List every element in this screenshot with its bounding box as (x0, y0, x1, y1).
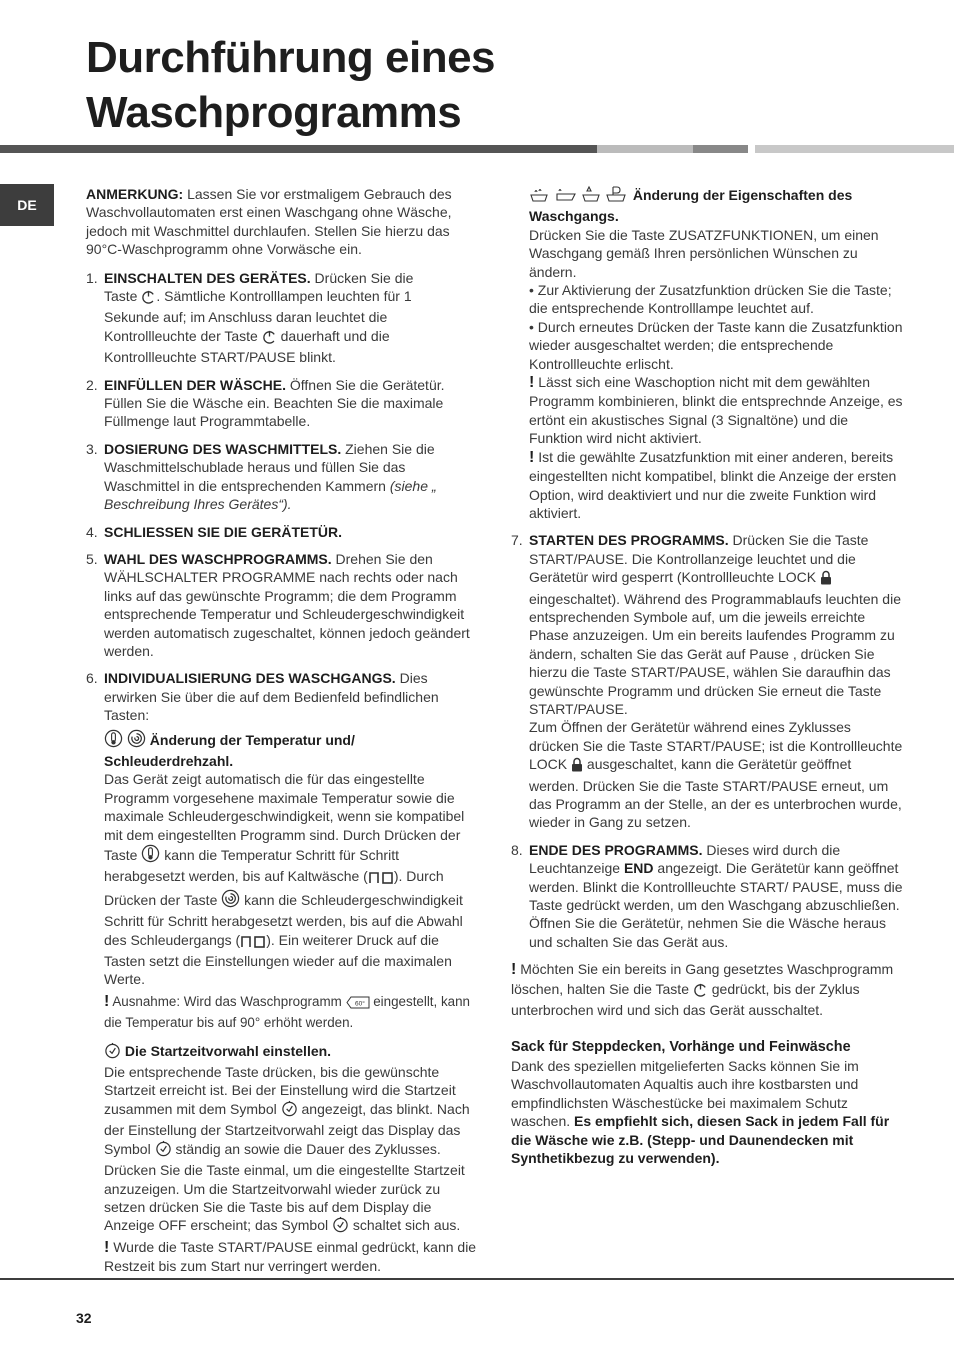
power-icon (262, 329, 277, 348)
lock-icon (820, 570, 832, 589)
delay-text: Die entsprechende Taste drücken, bis die gewünschte Startzeit erreicht ist. Bei der Einstellung wird die Startzeit zusammen mit dem Symbol (104, 1064, 456, 1117)
cancel-note (511, 960, 903, 1019)
cancel-text: gedrückt, bis der Zyklus unterbrochen wird und sich das Gerät ausschaltet. (511, 980, 860, 1019)
cold-wash-icon (368, 870, 394, 888)
temperature-icon (141, 844, 160, 867)
step-text: ausgeschaltet, kann die Gerätetür geöffnet werden. Drücken Sie die Taste START/PAUSE erneut, um das Programm an der Stelle, an der es unterbrochen wurde, wieder in Gang zu setzen. (529, 756, 902, 831)
sack-text: Dank des speziellen mitgelieferten Sacks können Sie im Waschvollautomaten Aqualtis auch ihre kostbarsten und empfindlichsten Wäschestücke bei maximalem Schutz waschen. (511, 1057, 859, 1130)
options-bullet: • Durch erneutes Drücken der Taste kann die Zusatzfunktion wieder ausgeschaltet werden; die entsprechende Kontrollleuchte erlischt. (529, 318, 903, 372)
options-heading-line (529, 185, 903, 226)
step-text: Öffnen Sie die Gerätetür. Füllen Sie die Wäsche ein. Beachten Sie die maximale Füllmenge laut Programmtabelle. (104, 376, 445, 430)
exclamation-icon: ! (529, 374, 535, 392)
exclamation-icon: ! (104, 1238, 110, 1256)
step-text: dauerhaft und die Kontrollleuchte START/PAUSE blinkt. (104, 327, 390, 366)
step-heading: ENDE DES PROGRAMMS. (529, 841, 703, 858)
temp-spin-heading: Änderung der Temperatur und/ Schleuderdrehzahl. (104, 731, 355, 769)
options-warning-text: Lässt sich eine Waschoption nicht mit dem gewählten Programm kombinieren, blinkt die entsprechnde Anzeige, es ertönt ein akustisches Signal (3 Signaltöne) und die Funktion wird nicht aktiviert. (529, 374, 903, 447)
title-line-1: Durchführung eines (86, 33, 496, 82)
step-number: 7. (511, 532, 523, 549)
delay-timer-icon (104, 1042, 121, 1063)
step-heading: SCHLIESSEN SIE DIE GERÄTETÜR. (104, 523, 343, 540)
delay-section (104, 1042, 478, 1276)
step-number: 8. (511, 841, 523, 858)
delay-timer-icon (155, 1140, 172, 1161)
options-bullet: • Zur Aktivierung der Zusatzfunktion drücken Sie die Taste; die entsprechende Kontrolllampe leuchtet auf. (529, 282, 892, 317)
options-warning-1 (529, 373, 903, 448)
temp-spin-text: ). Ein weiterer Druck auf die Tasten setzt die Einstellungen wieder auf die maximalen Werte. (104, 931, 452, 988)
step-1 (86, 269, 478, 367)
header-bar-mid (693, 145, 748, 153)
exclamation-icon: ! (511, 961, 517, 979)
page-number: 32 (76, 1310, 92, 1326)
temp-spin-section (104, 729, 478, 989)
step-4 (86, 523, 478, 541)
note-label: ANMERKUNG: (86, 186, 184, 202)
steps-list (86, 269, 478, 1276)
end-indicator: END (623, 860, 654, 877)
header-bar-light (597, 145, 693, 153)
delay-timer-icon (332, 1216, 349, 1237)
header-bar-light-2 (755, 145, 954, 153)
temp-spin-text: ). Durch Drücken der Taste (104, 868, 444, 908)
options-warning-text: Ist die gewählte Zusatzfunktion mit einer anderen, bereits eingestellten nicht kompatibel, blinkt die Anzeige der ersten Option, wird deaktiviert und nur die zweite Funktion wird aktiviert. (529, 448, 897, 521)
step-text: Ziehen Sie die Waschmittelschublade heraus und füllen Sie das Waschmittel in die entsprechenden Kammern (104, 440, 435, 494)
step-number: 6. (86, 670, 98, 687)
exception-text: Ausnahme: Wird das Waschprogramm (112, 993, 342, 1009)
options-section (511, 185, 903, 522)
step-heading: EINSCHALTEN DES GERÄTES. (104, 269, 311, 286)
footer-rule (0, 1278, 954, 1280)
temp-spin-text: kann die Schleudergeschwindigkeit Schritt für Schritt herabgesetzt werden, bis auf die Abwahl des Schleudergangs ( (104, 891, 463, 948)
left-column (86, 185, 478, 1276)
step-number: 3. (86, 440, 98, 457)
no-spin-icon (240, 934, 266, 952)
options-heading: Änderung der Eigenschaften des Waschgangs. (529, 187, 853, 225)
exception-text: eingestellt, kann die Temperatur bis auf 90° erhöht werden. (104, 993, 471, 1031)
step-text: . Sämtliche Kontrolllampen leuchten für 1 Sekunde auf; im Anschluss daran leuchtet die Kontrollleuchte der Taste (104, 288, 412, 344)
exception-note (104, 993, 478, 1033)
step-3 (86, 440, 478, 514)
delay-text: ständig an sowie die Dauer des Zyklusses. Drücken Sie die Taste einmal, um die eingestellte Startzeit anzuzeigen. Um die Startzeitvorwahl wieder zurück zu setzen drücken Sie die Taste bis auf dem Display die Anzeige OFF erscheint; das Symbol (104, 1140, 465, 1234)
options-text: Drücken Sie die Taste ZUSATZFUNKTIONEN, um einen Waschgang gemäß Ihren persönlichen Wünschen zu ändern. (529, 226, 879, 280)
step-text: Dies erwirken Sie über die auf dem Bedienfeld befindlichen Tasten: (104, 670, 439, 724)
delay-text: schaltet sich aus. (352, 1217, 461, 1234)
wool-60-icon (346, 996, 370, 1014)
step-8 (511, 841, 903, 951)
step-heading: EINFÜLLEN DER WÄSCHE. (104, 376, 286, 393)
spin-icon (221, 889, 240, 912)
step-5 (86, 550, 478, 660)
cancel-text: Möchten Sie ein bereits in Gang gesetztes Waschprogramm löschen, halten Sie die Taste (511, 961, 894, 997)
svg-text:60°: 60° (354, 1000, 365, 1008)
step-text: Drücken Sie die Taste (104, 269, 414, 305)
step-heading: DOSIERUNG DES WASCHMITTELS. (104, 440, 342, 457)
step-heading: INDIVIDUALISIERUNG DES WASCHGANGS. (104, 670, 396, 687)
exclamation-icon: ! (529, 448, 535, 466)
sack-recommendation: Es empfiehlt sich, diesen Sack in jedem Fall für die Wäsche wie z.B. (Stepp- und Daunendecken mit Synthetikbezug zu verwenden). (511, 1113, 890, 1166)
step-7 (511, 531, 903, 832)
step-number: 1. (86, 269, 98, 286)
step-reference: (siehe „ Beschreibung Ihres Gerätes“). (104, 477, 437, 513)
step-number: 5. (86, 550, 98, 567)
temp-spin-text: Das Gerät zeigt automatisch die für das eingestellte Programm vorgesehene maximale Temperatur sowie die maximale Schleudergeschwindigkeit, wenn sie kompatibel mit dem eingestellten Programm sind. Durch Drücken der Taste (104, 771, 465, 863)
power-icon (693, 982, 708, 1001)
step-text: Zum Öffnen der Gerätetür während eines Zyklusses drücken Sie die Taste START/PAUSE; ist die Kontrollleuchte LOCK (529, 719, 903, 773)
exclamation-icon: ! (104, 992, 110, 1010)
step-number: 4. (86, 523, 98, 540)
title-line-2: Waschprogramms (86, 88, 462, 137)
step-text: angezeigt. Die Gerätetür kann geöffnet werden. Blinkt die Kontrollleuchte START/ PAUSE, muss die Taste gedrückt werden, um den Waschgang abzuschließen. Öffnen Sie die Gerätetür, nehmen Sie die Wäsche heraus und schalten Sie das Gerät aus. (529, 860, 903, 950)
step-6 (86, 669, 478, 1275)
header-bar-dark (0, 145, 597, 153)
note-text: Lassen Sie vor erstmaligem Gebrauch des Waschvollautomaten erst einen Waschgang ohne Wäsche, jedoch mit Waschmittel durchlaufen. Stellen Sie hierzu das 90°C-Waschprogramm ohne Vorwäsche ein. (86, 186, 452, 258)
language-tab: DE (0, 184, 54, 226)
note-paragraph (86, 185, 478, 259)
delay-text: angezeigt, das blinkt. Nach der Einstellung der Startzeitvorwahl zeigt das Display das Symbol (104, 1100, 470, 1157)
spin-icon (127, 729, 146, 752)
lock-icon (571, 757, 583, 776)
delay-timer-icon (281, 1100, 298, 1121)
step-text: Drehen Sie den WÄHLSCHALTER PROGRAMME nach rechts oder nach links auf das gewünschte Programm; die dem Programm entsprechende Temperatur und Schleudergeschwindigkeit werden automatisch zugeschaltet, können jedoch geändert werden. (104, 550, 470, 659)
option-icons (529, 185, 629, 207)
step-text: Dieses wird durch die Leuchtanzeige (529, 841, 841, 877)
options-warning-2 (529, 448, 903, 523)
step-heading: WAHL DES WASCHPROGRAMMS. (104, 550, 332, 567)
step-2 (86, 376, 478, 431)
sack-heading: Sack für Steppdecken, Vorhänge und Feinwäsche (511, 1039, 851, 1056)
page-title (86, 30, 495, 140)
step-number: 2. (86, 376, 98, 393)
delay-warning: Wurde die Taste START/PAUSE einmal gedrückt, kann die Restzeit bis zum Start nur verringert werden. (104, 1238, 477, 1275)
step-text: eingeschaltet). Während des Programmablaufs leuchten die entsprechenden Symbole auf, um die jeweils erreichte Phase anzuzeigen. Um ein bereits laufendes Programm zu ändern, schalten Sie das Gerät auf Pause , drücken Sie hierzu die Taste START/PAUSE, wählen Sie daraufhin das gewünschte Programm und drücken Sie erneut die Taste START/PAUSE. (529, 590, 901, 717)
step-heading: STARTEN DES PROGRAMMS. (529, 532, 729, 549)
temperature-icon (104, 729, 123, 752)
step-text: Drücken Sie die Taste START/PAUSE. Die Kontrollanzeige leuchtet und die Gerätetür wird gesperrt (Kontrollleuchte LOCK (529, 532, 869, 586)
temp-spin-text: kann die Temperatur Schritt für Schritt herabgesetzt werden, bis auf Kaltwäsche ( (104, 847, 399, 885)
power-icon (141, 289, 156, 308)
steps-list-continued (511, 531, 903, 951)
right-column (511, 185, 903, 1167)
sack-section (511, 1037, 903, 1167)
delay-heading: Die Startzeitvorwahl einstellen. (124, 1042, 332, 1059)
